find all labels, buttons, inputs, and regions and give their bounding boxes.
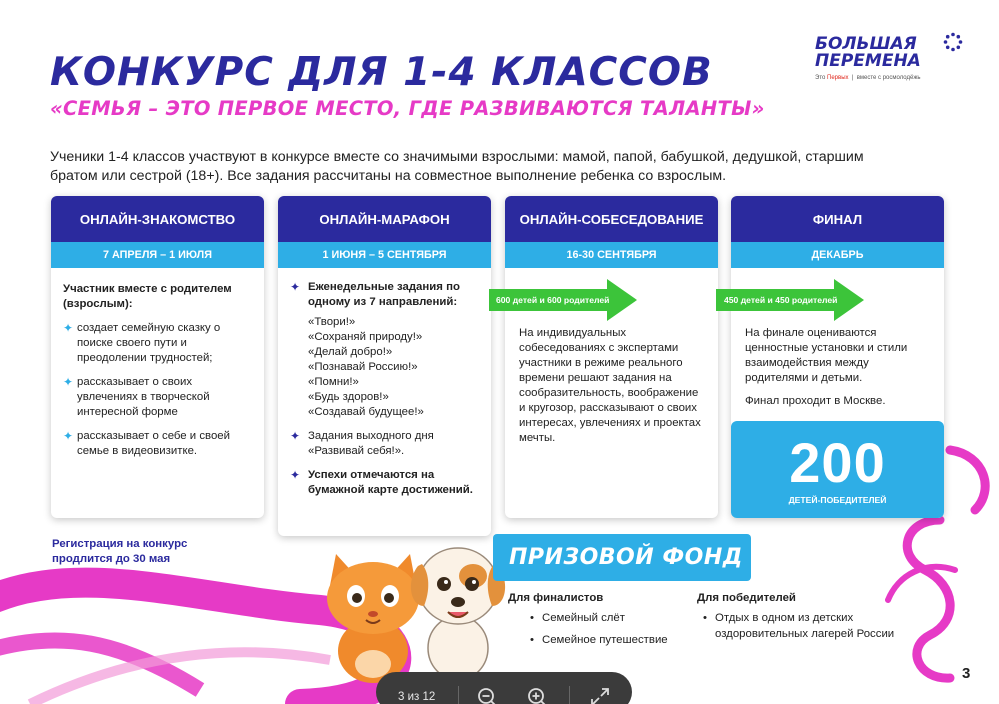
directions-list <box>304 315 479 420</box>
stage-card-online-acquaintance <box>51 196 264 518</box>
logo-line-2: ПЕРЕМЕНА <box>815 51 921 71</box>
card-text: На индивидуальных собеседованиях с экспертами участники в режиме реального времени решают задания на сообразительность, воображение и кругозор, рассказывают о своих интересах, увлечениях и проектах мечты. <box>519 327 701 444</box>
prize-winners <box>697 590 937 642</box>
card-date: 7 АПРЕЛЯ – 1 ИЮЛЯ <box>51 242 264 268</box>
list-item <box>290 429 479 459</box>
logo-sub-brand: Первых <box>827 75 849 81</box>
list-item-text: Задания выходного дня «Развивай себя!». <box>308 430 434 457</box>
logo-sub-partner: росмолодёжь <box>882 75 921 81</box>
expand-icon[interactable] <box>589 686 611 704</box>
prize-fund-banner: ПРИЗОВОЙ ФОНД <box>493 534 751 581</box>
winners-count-box <box>731 421 944 518</box>
page-number: 3 <box>962 665 971 682</box>
list-item: • Семейный слёт <box>530 610 693 626</box>
direction-item: «Создавай будущее!» <box>308 406 424 418</box>
toolbar-divider <box>569 686 570 704</box>
direction-item: «Твори!» <box>308 316 356 328</box>
stage-card-online-interview <box>505 196 718 518</box>
zoom-out-icon[interactable] <box>476 686 498 704</box>
direction-item: «Сохраняй природу!» <box>308 331 423 343</box>
arrow-label: 600 детей и 600 родителей <box>496 295 610 305</box>
stage-card-online-marathon <box>278 196 491 536</box>
toolbar-divider <box>458 686 459 704</box>
prize-winners-heading: Для победителей <box>697 592 796 604</box>
list-item: • Отдых в одном из детских оздоровительных лагерей России <box>703 610 937 642</box>
list-item-heading: Еженедельные задания по одному из 7 направлений: <box>308 281 460 308</box>
viewer-toolbar <box>376 672 632 704</box>
intro-text: Ученики 1-4 классов участвуют в конкурсе вместе со значимыми взрослыми: мамой, папой, бабушкой, дедушкой, старшим братом или сестрой (18+). Все задания рассчитаны на совместное выполнение ребенка со взрослым. <box>50 149 864 184</box>
card-date: 1 ИЮНЯ – 5 СЕНТЯБРЯ <box>278 242 491 268</box>
card-title: ФИНАЛ <box>731 196 944 242</box>
logo-partners: Это Первых | вместе с росмолодёжь <box>815 75 921 81</box>
winners-caption: ДЕТЕЙ-ПОБЕДИТЕЛЕЙ <box>788 495 887 505</box>
star-bullet-icon: ✦ <box>63 321 74 335</box>
page-indicator: 3 из 12 <box>398 691 436 703</box>
card-title: ОНЛАЙН-МАРАФОН <box>278 196 491 242</box>
logo-line-1: БОЛЬШАЯ <box>815 34 917 54</box>
page-title: КОНКУРС ДЛЯ 1-4 КЛАССОВ <box>50 50 713 95</box>
prize-finalists <box>508 590 693 648</box>
star-bullet-icon: ✦ <box>63 375 74 389</box>
logo-sub-mid: вместе с <box>856 75 882 81</box>
card-date: 16-30 СЕНТЯБРЯ <box>505 242 718 268</box>
list-item: • Семейное путешествие <box>530 632 693 648</box>
list-item-text: рассказывает о своих увлечениях в творческой интересной форме <box>77 376 210 418</box>
star-bullet-icon: ✦ <box>63 429 74 443</box>
list-item <box>290 468 479 498</box>
winners-count: 200 <box>789 431 886 494</box>
zoom-in-icon[interactable] <box>526 686 548 704</box>
direction-item: «Делай добро!» <box>308 346 393 358</box>
bolshaya-peremena-logo <box>815 36 965 81</box>
logo-sub-prefix: Это <box>815 75 826 81</box>
list-item <box>290 280 479 420</box>
cat-and-dog-mascots-image <box>318 536 508 686</box>
direction-item: «Будь здоров!» <box>308 391 389 403</box>
page-subtitle: «СЕМЬЯ – ЭТО ПЕРВОЕ МЕСТО, ГДЕ РАЗВИВАЮТСЯ ТАЛАНТЫ» <box>50 97 765 120</box>
card-title: ОНЛАЙН-ЗНАКОМСТВО <box>51 196 264 242</box>
list-item-text: Успехи отмечаются на бумажной карте достижений. <box>308 469 473 496</box>
direction-item: «Познавай Россию!» <box>308 361 418 373</box>
star-bullet-icon: ✦ <box>290 429 301 443</box>
card-text: На финале оцениваются ценностные установки и стили взаимодействия между родителями и детьми. <box>745 327 908 384</box>
list-item <box>63 375 252 420</box>
star-bullet-icon: ✦ <box>290 280 301 294</box>
arrow-label: 450 детей и 450 родителей <box>724 295 838 305</box>
list-item-text: создает семейную сказку о поиске своего пути и преодолении трудностей; <box>77 322 221 364</box>
card-date: ДЕКАБРЬ <box>731 242 944 268</box>
list-item <box>63 429 252 459</box>
card-lead: Участник вместе с родителем (взрослым): <box>63 283 232 310</box>
list-item-text: рассказывает о себе и своей семье в видеовизитке. <box>77 430 230 457</box>
direction-item: «Помни!» <box>308 376 359 388</box>
registration-note: Регистрация на конкурс продлится до 30 мая <box>52 538 188 565</box>
logo-dots-icon <box>943 32 963 52</box>
prize-finalists-heading: Для финалистов <box>508 592 604 604</box>
card-title: ОНЛАЙН-СОБЕСЕДОВАНИЕ <box>505 196 718 242</box>
card-text-location: Финал проходит в Москве. <box>745 395 886 407</box>
list-item <box>63 321 252 366</box>
star-bullet-icon: ✦ <box>290 468 301 482</box>
